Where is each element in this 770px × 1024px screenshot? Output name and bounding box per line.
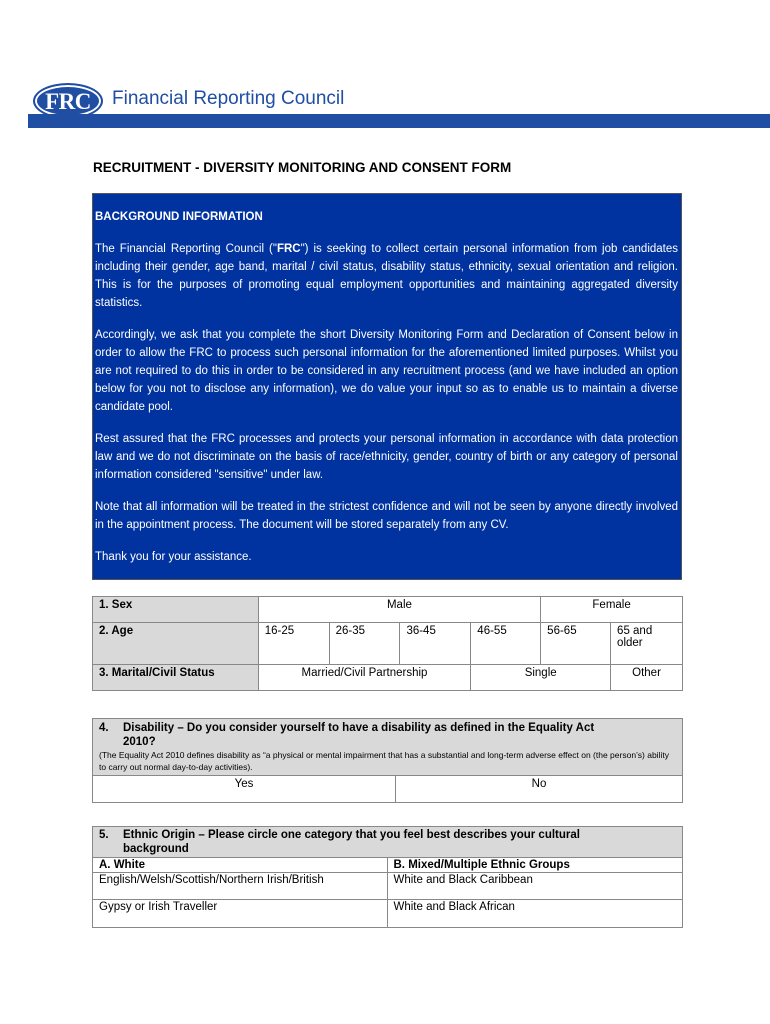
disability-question: 4. Disability – Do you consider yourself to have a disability as defined in the Equality Act 2010? [99, 722, 595, 748]
background-paragraph-3: Rest assured that the FRC processes and protects your personal information in accordance with data protection law and we do not discriminate on the basis of race/ethnicity, gender, country of birth or any category of personal information considered "sensitive" under law. [95, 433, 678, 481]
marital-option-other[interactable]: Other [611, 665, 683, 691]
disability-section [92, 718, 683, 803]
group-b-heading: B. Mixed/Multiple Ethnic Groups [393, 859, 570, 871]
personal-details-table [92, 596, 683, 691]
sex-label: 1. Sex [93, 597, 259, 623]
marital-status-label: 3. Marital/Civil Status [93, 665, 259, 691]
disability-option-yes[interactable]: Yes [93, 776, 396, 802]
background-heading: BACKGROUND INFORMATION [95, 211, 263, 223]
ethnic-origin-question: 5. Ethnic Origin – Please circle one category that you feel best describes your cultural background [93, 827, 682, 858]
background-paragraph-1: The Financial Reporting Council ("FRC") is seeking to collect certain personal information from job candidates including their gender, age band, marital / civil status, disability status, ethnicity, sexual orientation and religion. This is for the purposes of promoting equal employment opportunities and maintaining aggregated diversity statistics. [95, 243, 679, 309]
marital-status-row [93, 665, 683, 691]
disability-question-block [93, 719, 682, 776]
background-paragraph-4: Note that all information will be treated in the strictest confidence and will not be seen by anyone directly involved in the appointment process. The document will be stored separately from any CV. [95, 501, 678, 531]
age-option-16-25[interactable]: 16-25 [258, 623, 329, 665]
age-option-46-55[interactable]: 46-55 [471, 623, 541, 665]
ethnic-option-white-black-african[interactable]: White and Black African [393, 901, 515, 913]
sex-row [93, 597, 683, 623]
page-header [0, 0, 770, 130]
ethnic-group-headings [93, 858, 682, 873]
ethnic-option-row [93, 873, 682, 900]
organization-name: Financial Reporting Council [112, 88, 345, 109]
age-row [93, 623, 683, 665]
background-information-box [92, 193, 682, 580]
ethnic-option-gypsy-irish-traveller[interactable]: Gypsy or Irish Traveller [93, 900, 388, 927]
background-paragraph-5: Thank you for your assistance. [95, 551, 252, 563]
age-label: 2. Age [93, 623, 259, 665]
disability-option-no[interactable]: No [531, 778, 547, 790]
ethnic-origin-section [92, 826, 683, 928]
sex-option-female[interactable]: Female [541, 597, 683, 623]
logo-text: FRC [45, 89, 91, 114]
age-option-26-35[interactable]: 26-35 [329, 623, 400, 665]
group-a-heading: A. White [93, 858, 388, 872]
sex-option-male[interactable]: Male [258, 597, 540, 623]
disability-answers [93, 776, 682, 802]
marital-option-single[interactable]: Single [471, 665, 611, 691]
age-option-65-and-older[interactable]: 65 and older [611, 623, 683, 665]
marital-option-married[interactable]: Married/Civil Partnership [258, 665, 471, 691]
disability-definition-note: (The Equality Act 2010 defines disability as “a physical or mental impairment that has a substantial and long-term adverse effect on (the person’s) ability to carry out normal day-to-day activities). [99, 750, 669, 772]
background-paragraph-2: Accordingly, we ask that you complete the short Diversity Monitoring Form and Declaration of Consent below in order to allow the FRC to process such personal information for the aforementioned limited purposes. Whilst you are not required to do this in order to be considered in any recruitment process (and we have included an option below for you not to disclose any information), we do value your input so as to enable us to maintain a diverse candidate pool. [95, 329, 678, 413]
age-option-56-65[interactable]: 56-65 [541, 623, 611, 665]
form-title: RECRUITMENT - DIVERSITY MONITORING AND CONSENT FORM [93, 160, 512, 175]
ethnic-option-english-welsh-scottish[interactable]: English/Welsh/Scottish/Northern Irish/British [93, 873, 388, 899]
header-bar-notch [0, 114, 28, 128]
age-option-36-45[interactable]: 36-45 [400, 623, 471, 665]
ethnic-option-row [93, 900, 682, 927]
ethnic-option-white-black-caribbean[interactable]: White and Black Caribbean [393, 874, 533, 886]
header-divider-bar [0, 114, 770, 128]
